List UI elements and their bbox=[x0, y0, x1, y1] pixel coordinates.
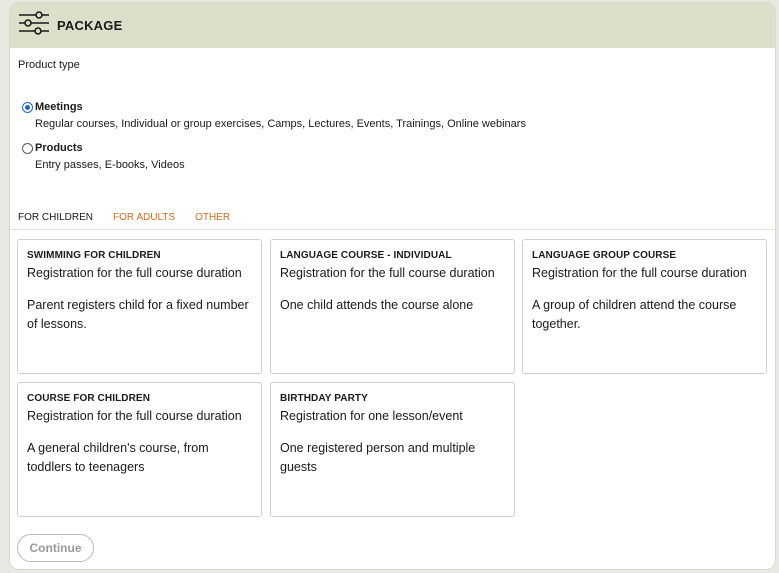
card-desc: A group of children attend the course together. bbox=[532, 298, 737, 331]
card-course-for-children[interactable] bbox=[17, 382, 262, 517]
products-label: Products bbox=[35, 142, 83, 154]
panel-title: PACKAGE bbox=[57, 18, 123, 33]
radio-option-meetings[interactable] bbox=[22, 101, 526, 130]
tab-for-children[interactable]: FOR CHILDREN bbox=[18, 212, 94, 223]
card-subtitle: Registration for the full course duration bbox=[532, 266, 747, 280]
product-type-label: Product type bbox=[18, 59, 80, 71]
category-tabs bbox=[10, 209, 775, 230]
card-desc: One child attends the course alone bbox=[280, 298, 474, 312]
products-desc: Entry passes, E-books, Videos bbox=[35, 159, 185, 171]
card-title: LANGUAGE COURSE - INDIVIDUAL bbox=[280, 250, 452, 261]
card-birthday-party[interactable] bbox=[270, 382, 515, 517]
continue-button[interactable]: Continue bbox=[17, 534, 94, 562]
meetings-radio[interactable] bbox=[22, 102, 33, 113]
products-radio[interactable] bbox=[22, 143, 33, 154]
card-title: LANGUAGE GROUP COURSE bbox=[532, 250, 677, 261]
meetings-label: Meetings bbox=[35, 101, 83, 113]
card-title: SWIMMING FOR CHILDREN bbox=[27, 250, 161, 261]
card-title: BIRTHDAY PARTY bbox=[280, 393, 368, 404]
card-title: COURSE FOR CHILDREN bbox=[27, 393, 151, 404]
tab-other[interactable]: OTHER bbox=[195, 212, 231, 223]
meetings-desc: Regular courses, Individual or group exercises, Camps, Lectures, Events, Trainings, Online webinars bbox=[35, 118, 526, 130]
card-language-course-individual[interactable] bbox=[270, 239, 515, 374]
card-subtitle: Registration for the full course duration bbox=[27, 266, 242, 280]
package-panel bbox=[9, 2, 776, 570]
card-desc: A general children's course, from toddlers to teenagers bbox=[27, 441, 209, 474]
card-subtitle: Registration for the full course duration bbox=[27, 409, 242, 423]
panel-header bbox=[10, 3, 775, 48]
card-subtitle: Registration for the full course duration bbox=[280, 266, 495, 280]
card-desc: Parent registers child for a fixed number of lessons. bbox=[27, 298, 249, 331]
sliders-icon bbox=[17, 8, 51, 43]
tab-for-adults[interactable]: FOR ADULTS bbox=[113, 212, 176, 223]
card-swimming-for-children[interactable] bbox=[17, 239, 262, 374]
card-language-group-course[interactable] bbox=[522, 239, 767, 374]
card-subtitle: Registration for one lesson/event bbox=[280, 409, 463, 423]
radio-option-products[interactable] bbox=[22, 142, 185, 171]
card-desc: One registered person and multiple guests bbox=[280, 441, 476, 474]
